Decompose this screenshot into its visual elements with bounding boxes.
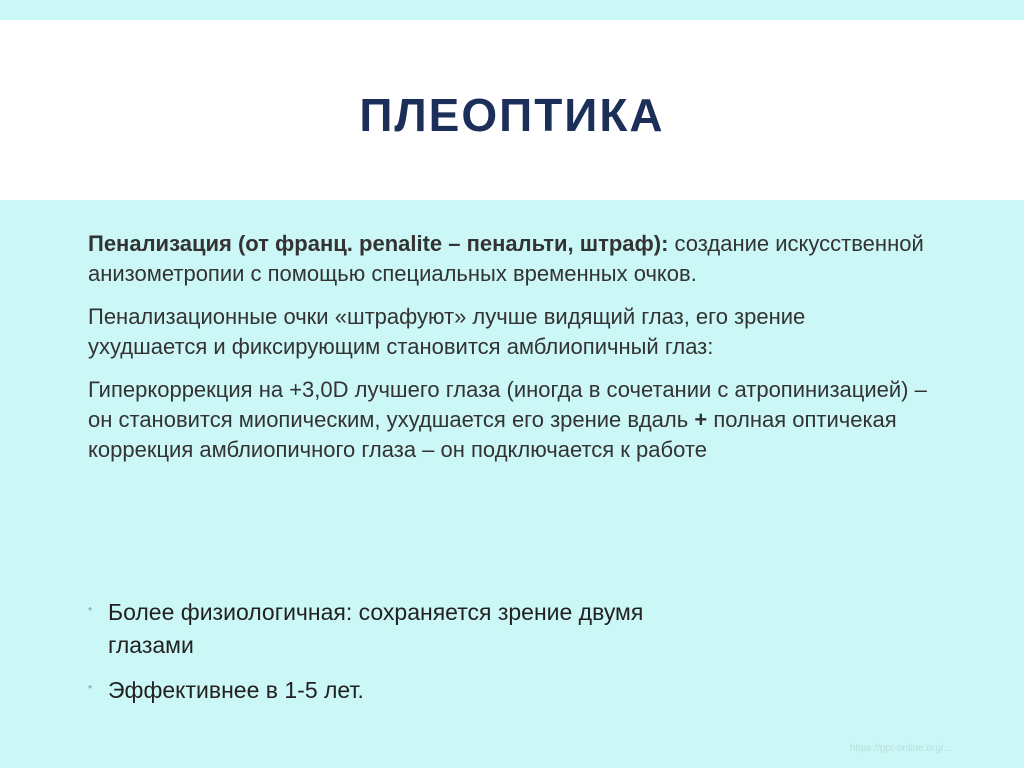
- slide-title: ПЛЕОПТИКА: [359, 89, 665, 141]
- bullet-icon: •: [88, 680, 93, 694]
- bullet-item: [88, 674, 648, 707]
- paragraph-text: Пенализационные очки «штрафуют» лучше видящий глаз, его зрение ухудшается и фиксирующим становится амблиопичный глаз:: [88, 304, 806, 359]
- plus-sign: +: [694, 407, 708, 432]
- bullet-list: [88, 596, 648, 719]
- paragraph-glasses: [88, 302, 928, 362]
- bullet-text: Эффективнее в 1-5 лет.: [108, 677, 364, 703]
- paragraph-text: создание искусственной анизометропии с помощью специальных временных очков.: [88, 231, 924, 286]
- bullet-item: [88, 596, 648, 662]
- paragraph-penalization: [88, 229, 928, 289]
- bullet-text: Более физиологичная: сохраняется зрение двумя глазами: [108, 599, 644, 658]
- footer-url: https://ppt-online.org/...: [849, 743, 952, 754]
- paragraph-lead: Пенализация (от франц. penalite – пенальти, штраф):: [88, 231, 669, 256]
- bullet-icon: •: [88, 602, 93, 616]
- paragraph-text: полная оптичекая коррекция амблиопичного глаза – он подключается к работе: [88, 407, 897, 462]
- paragraph-text: Гиперкоррекция на +3,0D лучшего глаза (иногда в сочетании с атропинизацией) – он становится миопическим, ухудшается его зрение вдаль: [88, 377, 927, 432]
- slide-body: [88, 229, 928, 478]
- paragraph-hypercorrection: [88, 375, 928, 465]
